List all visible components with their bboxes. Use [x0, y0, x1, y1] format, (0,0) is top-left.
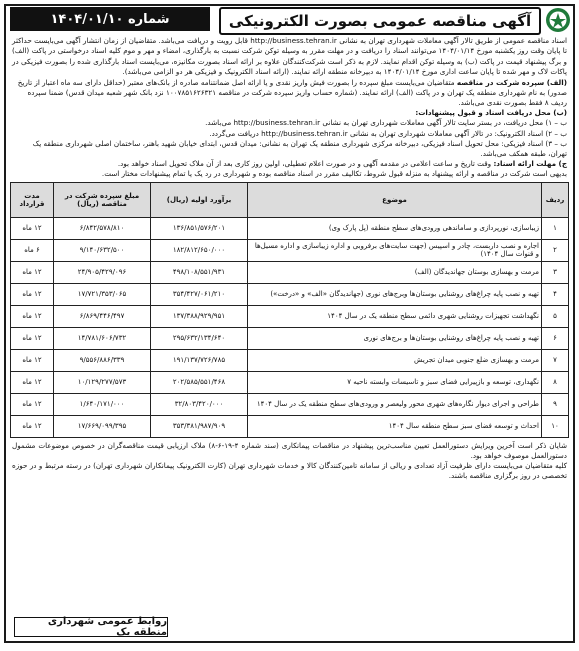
cell-subject: تهیه و نصب پایه چراغ‌های روشنایی بوستان‌ها وبرج‌های نوری (جهاندیدگان «الف» و «درخت»): [248, 283, 542, 305]
col-estimate: برآورد اولیه (ریال): [151, 182, 248, 217]
cell-deposit: ۲۴/۹۰۵/۴۲۹/۰۹۶: [54, 261, 151, 283]
section-b-item: ب – ۳) اسناد فیزیکی: محل تحویل اسناد فیزیکی، دبیرخانه مرکزی شهرداری منطقه یک تهران به نشانی: میدان قدس، ابتدای خیابان شهید باهنر، ساختمان اصلی شهرداری منطقه یک تهران، طبقه همکف می‌باشد.: [32, 138, 567, 159]
cell-row: ۵: [542, 305, 569, 327]
cell-estimate: ۲۹۵/۶۳۲/۱۳۴/۶۴۰: [151, 327, 248, 349]
section-a: [6, 78, 573, 109]
footer-text: [6, 438, 573, 482]
cell-row: ۳: [542, 261, 569, 283]
cell-row: ۶: [542, 327, 569, 349]
section-c-title: ج) مهلت ارائه اسناد:: [493, 159, 567, 169]
cell-row: ۲: [542, 239, 569, 261]
cell-estimate: ۳۵۴/۴۲۷/۰۶۱/۲۱۰: [151, 283, 248, 305]
cell-duration: ۱۲ ماه: [11, 217, 54, 239]
table-row: [11, 349, 569, 371]
cell-deposit: ۶/۸۴۲/۵۷۸/۸۱۰: [54, 217, 151, 239]
cell-row: ۸: [542, 371, 569, 393]
cell-deposit: ۱/۶۴۰/۱۷۱/۰۰۰: [54, 393, 151, 415]
table-row: [11, 283, 569, 305]
cell-deposit: ۹/۵۵۶/۸۸۶/۳۳۹: [54, 349, 151, 371]
cell-subject: تهیه و نصب پایه چراغ‌های روشنایی بوستان‌ها و برج‌های نوری: [248, 327, 542, 349]
cell-subject: نگهداشت تجهیزات روشنایی شهری دائمی سطح منطقه یک در سال ۱۴۰۴: [248, 305, 542, 327]
cell-duration: ۱۲ ماه: [11, 305, 54, 327]
cell-duration: ۱۲ ماه: [11, 393, 54, 415]
cell-duration: ۱۲ ماه: [11, 283, 54, 305]
ad-number: شماره ۱۴۰۴/۰۱/۱۰: [10, 7, 210, 31]
col-deposit: مبلغ سپرده شرکت در مناقصه (ریال): [54, 182, 151, 217]
cell-row: ۹: [542, 393, 569, 415]
section-a-body: متقاضیان می‌بایست مبلغ سپرده را بصورت فیش واریز نقدی و یا ارائه اصل ضمانتنامه صادره از بانک‌های معتبر (حداقل دارای سه ماه اعتبار از تاریخ صدور) به نام شهرداری منطقه یک تهران و در پاکت (الف) ارائه نمایند. (شماره حساب واریز سپرده شرکت در مناقصه ۱۰۰۷۸۵۱۶۲۶۳۲۱ نزد بانک شهر شعبه میدان قدس) ضمنا سپرده ردیف ۸ فقط بصورت نقدی می‌باشد.: [17, 77, 567, 108]
footer-paragraph: شایان ذکر است آخرین ویرایش دستورالعمل تعیین مناسب‌ترین پیشنهاد در مناقصات پیمانکاری (سند شماره ۴-۱۹-۶-۸) ملاک ارزیابی قیمت مناقصه‌گران در خصوص موضوعات مشمول دستورالعمل موصوف خواهد بود.: [12, 440, 567, 460]
cell-row: ۴: [542, 283, 569, 305]
table-row: [11, 415, 569, 437]
cell-deposit: ۱۷/۶۶۹/۰۹۹/۳۹۵: [54, 415, 151, 437]
section-a-title: (الف) سپرده شرکت در مناقصه: [456, 77, 567, 87]
cell-deposit: ۹/۱۴۰/۶۳۲/۵۰۰: [54, 239, 151, 261]
cell-duration: ۱۲ ماه: [11, 349, 54, 371]
tender-table: [10, 182, 569, 438]
note-line: بدیهی است شرکت در مناقصه و ارائه پیشنهاد به منزله قبول شروط، تکالیف مقرر در اسناد مناقصه بوده و شهرداری در رد یک یا تمام پیشنهادات مختار است.: [101, 169, 567, 179]
col-subject: موضوع: [248, 182, 542, 217]
ad-page: [4, 4, 575, 643]
cell-deposit: ۶/۸۶۹/۴۴۶/۴۹۷: [54, 305, 151, 327]
cell-duration: ۱۲ ماه: [11, 261, 54, 283]
cell-deposit: ۱۰/۱۲۹/۲۷۷/۵۷۳: [54, 371, 151, 393]
ad-title: آگهی مناقصه عمومی بصورت الکترونیکی: [219, 7, 541, 35]
cell-duration: ۱۲ ماه: [11, 327, 54, 349]
signature-box: روابط عمومی شهرداری منطقه یک: [14, 617, 168, 637]
cell-duration: ۱۲ ماه: [11, 415, 54, 437]
cell-row: ۱: [542, 217, 569, 239]
col-row: ردیف: [542, 182, 569, 217]
cell-estimate: ۲۰۲/۵۸۵/۵۵۱/۴۶۸: [151, 371, 248, 393]
section-b-item: ب – ۲) اسناد الکترونیک: در تالار آگهی معاملات شهرداری تهران به نشانی http://business.tehran.ir دریافت می‌گردد.: [209, 128, 567, 138]
tehran-municipality-logo: [545, 7, 571, 33]
table-body: [11, 217, 569, 437]
cell-subject: احداث و توسعه فضای سبز سطح منطقه سال ۱۴۰۴: [248, 415, 542, 437]
table-row: [11, 305, 569, 327]
cell-subject: نگهداری، توسعه و بازپیرایی فضای سبز و تاسیسات وابسته ناحیه ۷: [248, 371, 542, 393]
cell-subject: زیباسازی، نورپردازی و ساماندهی ورودی‌های سطح منطقه (پل پارک وی): [248, 217, 542, 239]
cell-subject: مرمت و بهسازی ضلع جنوبی میدان تجریش: [248, 349, 542, 371]
cell-estimate: ۴۹۸/۱۰۸/۵۵۱/۹۳۱: [151, 261, 248, 283]
header: [6, 6, 573, 34]
section-b-item: ب – ۱) محل دریافت، در بستر سایت تالار آگهی معاملات شهرداری تهران به نشانی http://business.tehran.ir می‌باشد.: [205, 118, 567, 128]
table-row: [11, 239, 569, 261]
cell-subject: طراحی و اجرای دیوار نگاره‌های شهری محور ولیعصر و ورودی‌های سطح منطقه یک در سال ۱۴۰۴: [248, 393, 542, 415]
cell-estimate: ۱۳۷/۳۸۸/۹۲۹/۹۵۱: [151, 305, 248, 327]
table-row: [11, 217, 569, 239]
cell-estimate: ۱۸۲/۸۱۲/۶۵۰/۰۰۰: [151, 239, 248, 261]
cell-subject: اجاره و نصب داربست، چادر و اسپیس (جهت سایت‌های برفروبی و اداره زیباسازی و اداره مسیل‌ها و قنوات سال ۱۴۰۴): [248, 239, 542, 261]
footer-paragraph: کلیه متقاضیان می‌بایست دارای ظرفیت آزاد تعدادی و ریالی از سامانه تامین‌کنندگان کالا و خدمات شهرداری تهران (کارت الکترونیک پیمانکاران شهرداری تهران) در رسته مرتبط و در حوزه تخصصی در روز برگزاری مناقصه باشند.: [12, 461, 567, 481]
table-header-row: [11, 182, 569, 217]
cell-deposit: ۱۷/۷۲۱/۳۵۳/۰۶۵: [54, 283, 151, 305]
cell-duration: ۶ ماه: [11, 239, 54, 261]
col-duration: مدت قرارداد: [11, 182, 54, 217]
cell-estimate: ۱۹۱/۱۳۷/۷۲۶/۷۸۵: [151, 349, 248, 371]
table-row: [11, 327, 569, 349]
table-row: [11, 393, 569, 415]
cell-estimate: ۳۲/۸۰۳/۴۲۰/۰۰۰: [151, 393, 248, 415]
cell-estimate: ۳۵۳/۳۸۱/۹۸۷/۹۰۹: [151, 415, 248, 437]
table-row: [11, 371, 569, 393]
section-c-body: وقت تاریخ و ساعت اعلامی در مقدمه آگهی و در صورت اعلام تعطیلی، اولین روز کاری بعد از آن ملاک تحویل اسناد خواهد بود.: [117, 159, 492, 169]
table-row: [11, 261, 569, 283]
cell-row: ۷: [542, 349, 569, 371]
cell-estimate: ۱۳۶/۸۵۱/۵۷۶/۲۰۱: [151, 217, 248, 239]
cell-subject: مرمت و بهسازی بوستان جهاندیدگان (الف): [248, 261, 542, 283]
cell-duration: ۱۲ ماه: [11, 371, 54, 393]
intro-paragraph: اسناد مناقصه عمومی از طریق تالار آگهی معاملات شهرداری تهران به نشانی http://business.tehran.ir قابل رویت و دریافت می‌باشد. متقاضیان از زمان انتشار آگهی می‌بایست حداکثر تا پایان وقت روز یکشنبه مورخ ۱۴۰۴/۰۱/۱۴ می‌توانند اسناد را دریافت و در مهلت مقرر به وسیله توکن شرکت نسبت به بارگذاری، امضاء و مهر و موم کلیه اسناد درخواستی در پاکت (الف) و برگ پیشنهاد قیمت در پاکت (ب) به وسیله توکن اقدام نمایند. لازم به ذکر است شرکت‌کنندگان علاوه بر ارائه اسناد بصورت مکانیزه، می‌بایست اسناد بارگذاری شده را بصورت فیزیکی در پاکات لاک و مهر شده تا پایان ساعت اداری مورخ ۱۴۰۴/۰۱/۱۴ به دبیرخانه منطقه ارائه نمایند. (ارائه اسناد الکترونیک و فیزیکی هر دو الزامی می‌باشد).: [12, 36, 567, 77]
cell-deposit: ۱۴/۷۸۱/۶۰۶/۷۳۲: [54, 327, 151, 349]
section-c: [6, 159, 573, 169]
section-b-title: (ب) محل دریافت اسناد و قبول پیشنهادات:: [415, 108, 567, 118]
cell-row: ۱۰: [542, 415, 569, 437]
